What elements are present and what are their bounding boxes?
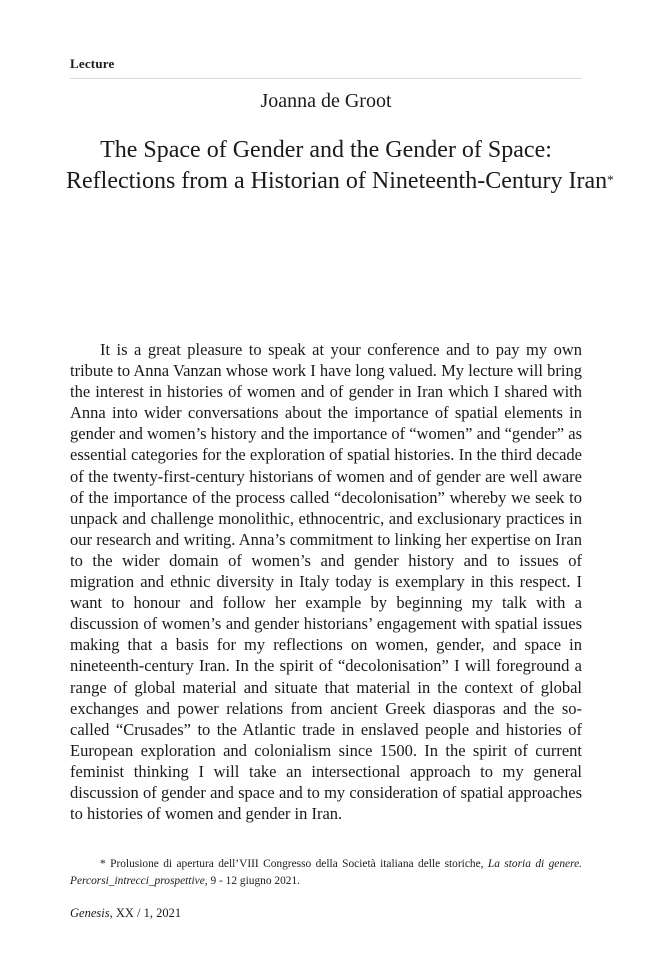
footnote-dates: , 9 - 12 giugno 2021. <box>204 875 301 887</box>
journal-name: Genesis <box>70 906 110 920</box>
author-name: Joanna de Groot <box>260 90 392 112</box>
title-line-2-text: Reflections from a Historian of Nineteenth-Century Iran <box>66 168 608 194</box>
page-footer <box>70 906 181 921</box>
article-title <box>66 135 614 197</box>
footnote-marker[interactable]: * <box>607 172 614 187</box>
footnote-italic-title: La storia di genere. Percorsi_intrecci_prospettive <box>70 858 583 887</box>
footnote-text: * Prolusione di apertura dell’VIII Congresso della Società italiana delle storiche, <box>100 858 488 870</box>
title-line-1: The Space of Gender and the Gender of Space: <box>100 137 552 163</box>
title-line-2 <box>66 166 614 197</box>
header-divider <box>70 78 582 79</box>
journal-issue: , XX / 1, 2021 <box>109 906 182 920</box>
section-label: Lecture <box>70 56 115 71</box>
footnote <box>70 856 582 890</box>
body-paragraph: It is a great pleasure to speak at your conference and to pay my own tribute to Anna Vanzan whose work I have long valued. My lecture will bring the interest in histories of women and of gender in Iran which I shared with Anna into wider conversations about the importance of spatial elements in gender and women’s history and the importance of “women” and “gender” as essential categories for the exploration of spatial histories. In the third decade of the twenty-first-century historians of women and of gender are well aware of the importance of the process called “decolonisation” whereby we seek to unpack and challenge monolithic, ethnocentric, and exclusionary practices in our research and writing. Anna’s commitment to linking her expertise on Iran to the wider domain of women’s and gender history and to issues of migration and ethnic diversity in Italy today is exemplary in this respect. I want to honour and follow her example by beginning my talk with a discussion of women’s and gender historians’ engagement with spatial issues making that a basis for my reflections on women, gender, and space in nineteenth-century Iran. In the spirit of “decolonisation” I will foreground a range of global material and situate that material in the context of global exchanges and power relations from ancient Greek diasporas and the so-called “Crusades” to the Atlantic trade in enslaved people and histories of European exploration and colonialism since 1500. In the spirit of current feminist thinking I will take an intersectional approach to my general discussion of gender and space and to my consideration of spatial approaches to histories of women and gender in Iran. <box>70 340 582 824</box>
